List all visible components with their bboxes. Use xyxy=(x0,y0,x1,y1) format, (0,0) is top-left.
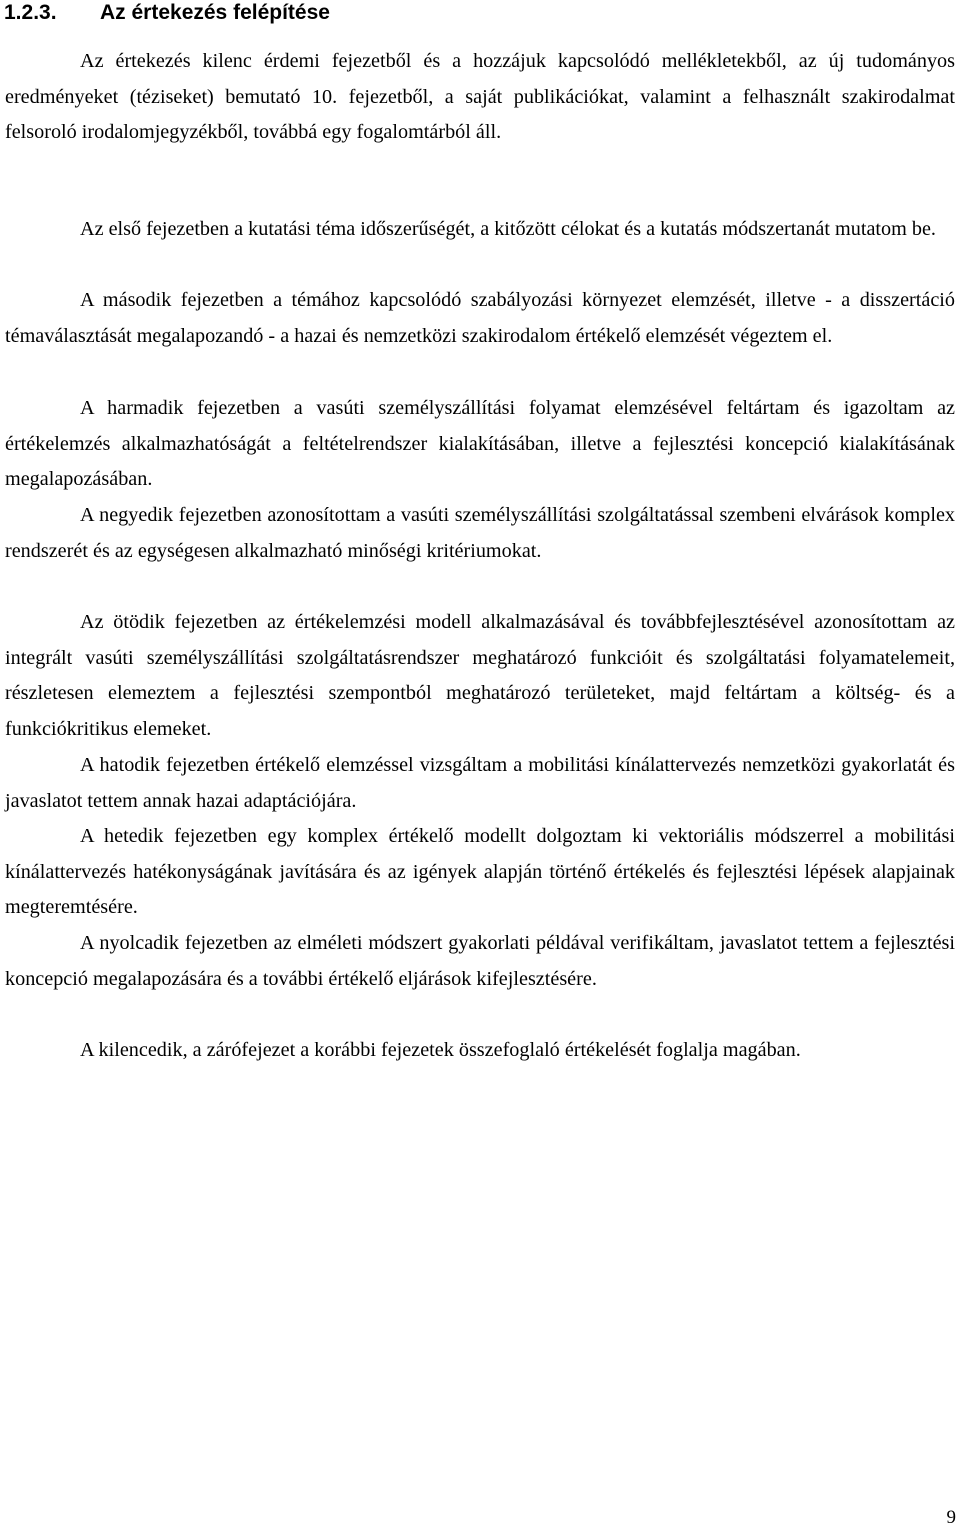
section-heading xyxy=(4,0,330,26)
paragraph-chapter-9: A kilencedik, a zárófejezet a korábbi fejezetek összefoglaló értékelését foglalja magában. xyxy=(80,1039,801,1061)
section-title: Az értekezés felépítése xyxy=(100,1,330,24)
section-number: 1.2.3. xyxy=(4,1,57,24)
paragraph-chapter-7: A hetedik fejezetben egy komplex értékelő modellt dolgoztam ki vektoriális módszerrel a mobilitási kínálattervezés hatékonyságának javítására és az igények alapján történő értékelés és fejlesztési lépések alapjainak megteremtésére. xyxy=(5,825,955,919)
page-number: 9 xyxy=(946,1507,956,1528)
paragraph-chapter-4: A negyedik fejezetben azonosítottam a vasúti személyszállítási szolgáltatással szembeni elvárások komplex rendszerét és az egységesen alkalmazható minőségi kritériumokat. xyxy=(5,504,955,562)
paragraph-chapter-3: A harmadik fejezetben a vasúti személyszállítási folyamat elemzésével feltártam és igazoltam az értékelemzés alkalmazhatóságát a feltételrendszer kialakításában, illetve a fejlesztési koncepció kialakításának megalapozásában. xyxy=(5,397,955,491)
paragraph-chapter-1: Az első fejezetben a kutatási téma időszerűségét, a kitőzött célokat és a kutatás módszertanát mutatom be. xyxy=(80,218,936,240)
paragraph-chapter-2: A második fejezetben a témához kapcsolódó szabályozási környezet elemzését, illetve - a disszertáció témaválasztását megalapozandó - a hazai és nemzetközi szakirodalom értékelő elemzését végeztem el. xyxy=(5,289,955,347)
paragraph-chapter-8: A nyolcadik fejezetben az elméleti módszert gyakorlati példával verifikáltam, javaslatot tettem a fejlesztési koncepció megalapozására és a további értékelő eljárások kifejlesztésére. xyxy=(5,932,955,990)
paragraph-chapter-6: A hatodik fejezetben értékelő elemzéssel vizsgáltam a mobilitási kínálattervezés nemzetközi gyakorlatát és javaslatot tettem annak hazai adaptációjára. xyxy=(5,754,955,812)
paragraph-chapter-5: Az ötödik fejezetben az értékelemzési modell alkalmazásával és továbbfejlesztésével azonosítottam az integrált vasúti személyszállítási szolgáltatásrendszer meghatározó funkcióit és szolgáltatási folyamatelemeit, részletesen elemeztem a fejlesztési szempontból meghatározó területeket, majd feltártam a költség- és a funkciókritikus elemeket. xyxy=(5,611,955,740)
paragraph-intro: Az értekezés kilenc érdemi fejezetből és a hozzájuk kapcsolódó mellékletekből, az új tudományos eredményeket (téziseket) bemutató 10. fejezetből, a saját publikációkat, valamint a felhasznált szakirodalmat felsoroló irodalomjegyzékből, továbbá egy fogalomtárból áll. xyxy=(5,50,955,144)
